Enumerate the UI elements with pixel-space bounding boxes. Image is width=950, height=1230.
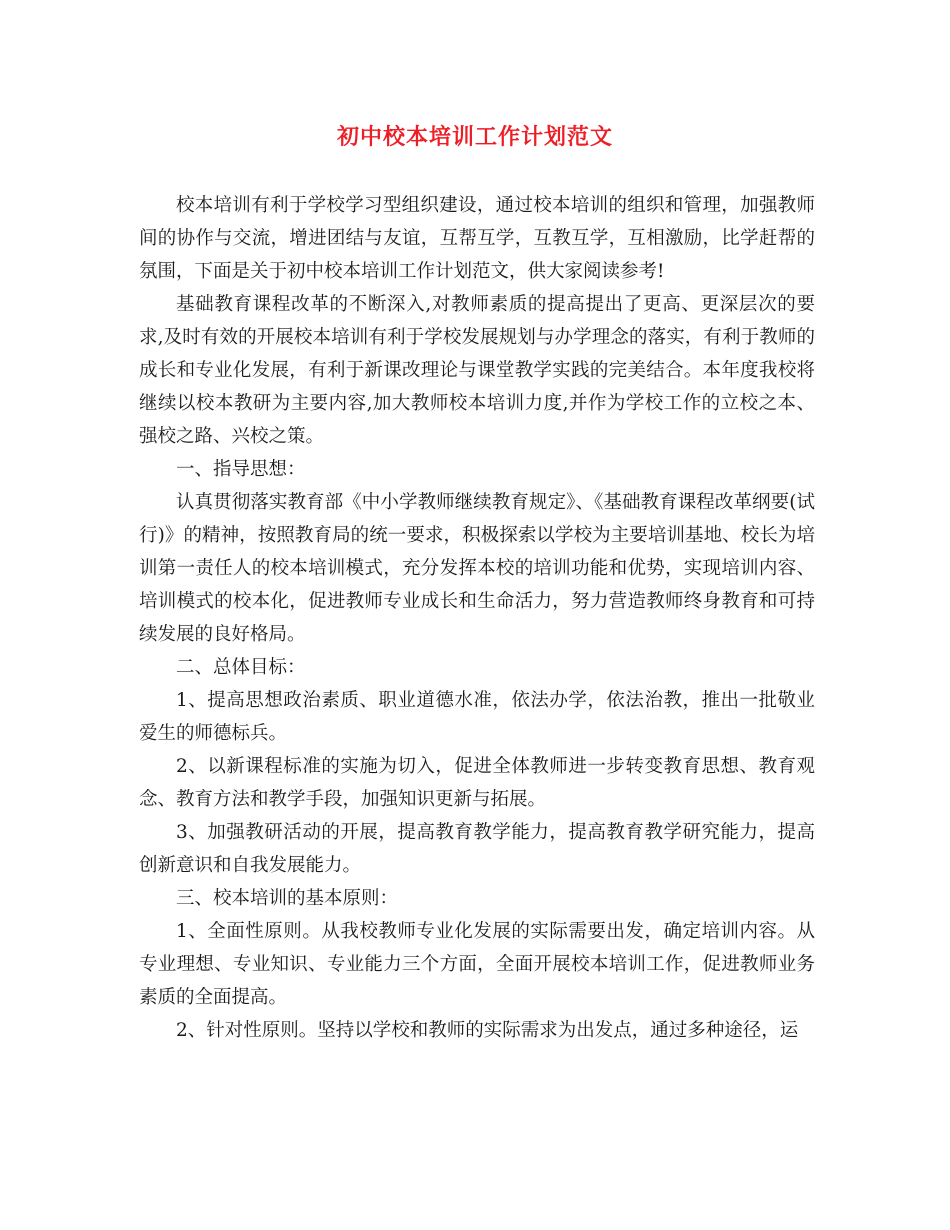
section-heading-guiding-ideology: 一、指导思想： <box>176 459 306 480</box>
paragraph-intro: 校本培训有利于学校学习型组织建设，通过校本培训的组织和管理，加强教师间的协作与交流，增进团结与友谊，互帮互学，互教互学，互相激励，比学赶帮的氛围，下面是关于初中校本培训工作计划范文，供大家阅读参考! <box>139 195 815 282</box>
section-heading-overall-goals: 二、总体目标： <box>176 657 306 678</box>
document-title: 初中校本培训工作计划范文 <box>336 124 613 150</box>
paragraph-goal-2: 2、以新课程标准的实施为切入，促进全体教师进一步转变教育思想、教育观念、教育方法和教学手段，加强知识更新与拓展。 <box>139 756 815 810</box>
paragraph-goal-3: 3、加强教研活动的开展，提高教育教学能力，提高教育教学研究能力，提高创新意识和自我发展能力。 <box>139 822 815 876</box>
paragraph-principle-2: 2、针对性原则。坚持以学校和教师的实际需求为出发点，通过多种途径，运 <box>176 1020 799 1041</box>
document-body <box>139 189 815 1047</box>
section-heading-basic-principles: 三、校本培训的基本原则： <box>176 888 399 909</box>
paragraph-background: 基础教育课程改革的不断深入,对教师素质的提高提出了更高、更深层次的要求,及时有效的开展校本培训有利于学校发展规划与办学理念的落实，有利于教师的成长和专业化发展，有利于新课改理论与课堂教学实践的完美结合。本年度我校将继续以校本教研为主要内容,加大教师校本培训力度,并作为学校工作的立校之本、强校之路、兴校之策。 <box>139 294 815 447</box>
paragraph-goal-1: 1、提高思想政治素质、职业道德水准，依法办学，依法治教，推出一批敬业爱生的师德标兵。 <box>139 690 815 744</box>
paragraph-guiding-ideology: 认真贯彻落实教育部《中小学教师继续教育规定》、《基础教育课程改革纲要(试行)》的精神，按照教育局的统一要求，积极探索以学校为主要培训基地、校长为培训第一责任人的校本培训模式，充分发挥本校的培训功能和优势，实现培训内容、培训模式的校本化，促进教师专业成长和生命活力，努力营造教师终身教育和可持续发展的良好格局。 <box>139 492 815 645</box>
paragraph-principle-1: 1、全面性原则。从我校教师专业化发展的实际需要出发，确定培训内容。从专业理想、专业知识、专业能力三个方面，全面开展校本培训工作，促进教师业务素质的全面提高。 <box>139 921 815 1008</box>
